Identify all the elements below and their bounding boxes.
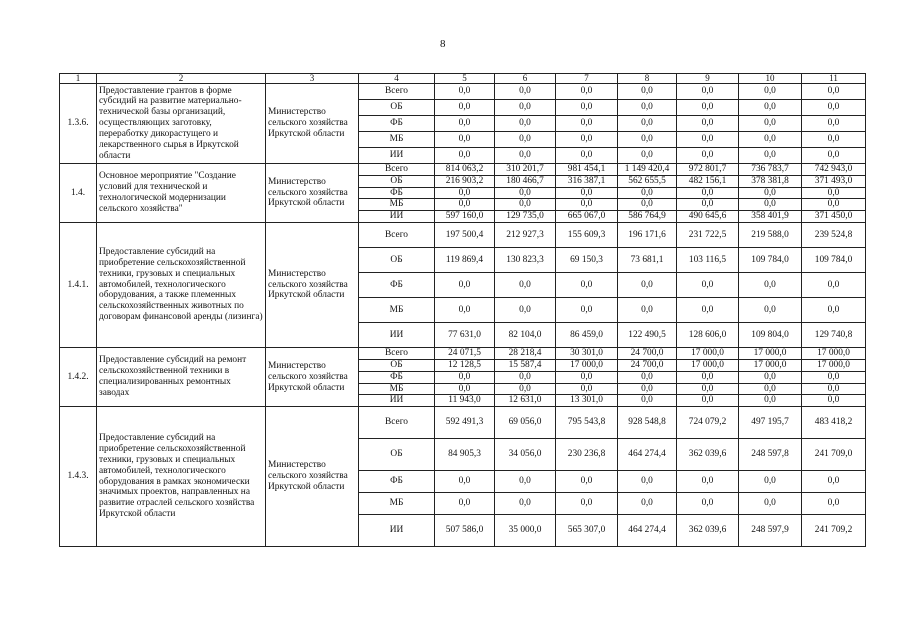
- responsible-ministry: Министерство сельского хозяйства Иркутской области: [266, 164, 359, 223]
- amount-cell: 0,0: [802, 187, 866, 199]
- amount-cell: 0,0: [739, 493, 802, 515]
- table-row: [60, 164, 866, 176]
- amount-cell: 24 071,5: [435, 348, 495, 360]
- amount-cell: 239 524,8: [802, 223, 866, 248]
- amount-cell: 0,0: [556, 199, 618, 211]
- amount-cell: 378 381,8: [739, 175, 802, 187]
- amount-cell: 371 493,0: [802, 175, 866, 187]
- amount-cell: 795 543,8: [556, 407, 618, 439]
- amount-cell: 0,0: [495, 199, 556, 211]
- funding-source: МБ: [359, 298, 435, 323]
- amount-cell: 69 150,3: [556, 248, 618, 273]
- amount-cell: 15 587,4: [495, 359, 556, 371]
- amount-cell: 109 784,0: [739, 248, 802, 273]
- amount-cell: 0,0: [739, 187, 802, 199]
- amount-cell: 0,0: [802, 148, 866, 164]
- amount-cell: 0,0: [739, 148, 802, 164]
- amount-cell: 11 943,0: [435, 395, 495, 407]
- amount-cell: 197 500,4: [435, 223, 495, 248]
- amount-cell: 24 700,0: [618, 348, 677, 360]
- funding-source: МБ: [359, 493, 435, 515]
- amount-cell: 0,0: [435, 148, 495, 164]
- amount-cell: 0,0: [802, 493, 866, 515]
- funding-source: ФБ: [359, 116, 435, 132]
- amount-cell: 0,0: [677, 187, 739, 199]
- column-header: 2: [97, 74, 266, 84]
- amount-cell: 0,0: [739, 100, 802, 116]
- amount-cell: 216 903,2: [435, 175, 495, 187]
- amount-cell: 0,0: [435, 493, 495, 515]
- amount-cell: 0,0: [739, 371, 802, 383]
- amount-cell: 17 000,0: [677, 348, 739, 360]
- amount-cell: 0,0: [435, 132, 495, 148]
- amount-cell: 0,0: [618, 187, 677, 199]
- funding-source: ОБ: [359, 248, 435, 273]
- amount-cell: 0,0: [677, 148, 739, 164]
- column-header: 3: [266, 74, 359, 84]
- amount-cell: 490 645,6: [677, 211, 739, 223]
- amount-cell: 316 387,1: [556, 175, 618, 187]
- amount-cell: 109 784,0: [802, 248, 866, 273]
- amount-cell: 0,0: [618, 199, 677, 211]
- amount-cell: 0,0: [495, 100, 556, 116]
- amount-cell: 0,0: [556, 298, 618, 323]
- amount-cell: 0,0: [556, 471, 618, 493]
- amount-cell: 814 063,2: [435, 164, 495, 176]
- amount-cell: 0,0: [618, 493, 677, 515]
- amount-cell: 0,0: [739, 132, 802, 148]
- amount-cell: 0,0: [556, 84, 618, 100]
- funding-source: ИИ: [359, 323, 435, 348]
- amount-cell: 241 709,0: [802, 439, 866, 471]
- amount-cell: 0,0: [802, 371, 866, 383]
- funding-source: ИИ: [359, 211, 435, 223]
- amount-cell: 0,0: [435, 298, 495, 323]
- amount-cell: 0,0: [495, 471, 556, 493]
- amount-cell: 248 597,8: [739, 439, 802, 471]
- amount-cell: 28 218,4: [495, 348, 556, 360]
- amount-cell: 212 927,3: [495, 223, 556, 248]
- amount-cell: 724 079,2: [677, 407, 739, 439]
- amount-cell: 30 301,0: [556, 348, 618, 360]
- amount-cell: 0,0: [802, 395, 866, 407]
- amount-cell: 0,0: [802, 84, 866, 100]
- amount-cell: 0,0: [495, 273, 556, 298]
- amount-cell: 17 000,0: [739, 348, 802, 360]
- amount-cell: 562 655,5: [618, 175, 677, 187]
- amount-cell: 981 454,1: [556, 164, 618, 176]
- amount-cell: 0,0: [495, 298, 556, 323]
- amount-cell: 196 171,6: [618, 223, 677, 248]
- funding-source: МБ: [359, 383, 435, 395]
- amount-cell: 0,0: [802, 273, 866, 298]
- table-row: [60, 84, 866, 100]
- amount-cell: 0,0: [739, 395, 802, 407]
- responsible-ministry: Министерство сельского хозяйства Иркутской области: [266, 407, 359, 547]
- amount-cell: 0,0: [495, 116, 556, 132]
- amount-cell: 0,0: [435, 471, 495, 493]
- amount-cell: 0,0: [677, 298, 739, 323]
- amount-cell: 0,0: [677, 132, 739, 148]
- amount-cell: 35 000,0: [495, 515, 556, 547]
- amount-cell: 1 149 420,4: [618, 164, 677, 176]
- amount-cell: 0,0: [618, 132, 677, 148]
- funding-source: МБ: [359, 199, 435, 211]
- amount-cell: 565 307,0: [556, 515, 618, 547]
- amount-cell: 17 000,0: [739, 359, 802, 371]
- amount-cell: 665 067,0: [556, 211, 618, 223]
- amount-cell: 34 056,0: [495, 439, 556, 471]
- funding-source: МБ: [359, 132, 435, 148]
- amount-cell: 482 156,1: [677, 175, 739, 187]
- amount-cell: 248 597,9: [739, 515, 802, 547]
- activity-description: Предоставление грантов в форме субсидий на развитие материально-технической базы организаций, осуществляющих заготовку, переработку дикорастущего и лекарственного сырья в Иркутской области: [97, 84, 266, 164]
- amount-cell: 0,0: [739, 298, 802, 323]
- amount-cell: 0,0: [677, 383, 739, 395]
- amount-cell: 597 160,0: [435, 211, 495, 223]
- amount-cell: 371 450,0: [802, 211, 866, 223]
- amount-cell: 109 804,0: [739, 323, 802, 348]
- amount-cell: 24 700,0: [618, 359, 677, 371]
- amount-cell: 129 735,0: [495, 211, 556, 223]
- amount-cell: 310 201,7: [495, 164, 556, 176]
- amount-cell: 0,0: [802, 298, 866, 323]
- funding-source: ИИ: [359, 395, 435, 407]
- amount-cell: 17 000,0: [677, 359, 739, 371]
- amount-cell: 231 722,5: [677, 223, 739, 248]
- amount-cell: 0,0: [435, 371, 495, 383]
- amount-cell: 497 195,7: [739, 407, 802, 439]
- funding-source: Всего: [359, 84, 435, 100]
- amount-cell: 0,0: [802, 116, 866, 132]
- amount-cell: 0,0: [677, 84, 739, 100]
- amount-cell: 0,0: [739, 471, 802, 493]
- amount-cell: 972 801,7: [677, 164, 739, 176]
- funding-source: ФБ: [359, 471, 435, 493]
- amount-cell: 17 000,0: [802, 348, 866, 360]
- activity-code: 1.4.3.: [60, 407, 97, 547]
- amount-cell: 230 236,8: [556, 439, 618, 471]
- amount-cell: 0,0: [556, 100, 618, 116]
- amount-cell: 0,0: [618, 273, 677, 298]
- amount-cell: 362 039,6: [677, 515, 739, 547]
- amount-cell: 0,0: [435, 84, 495, 100]
- amount-cell: 362 039,6: [677, 439, 739, 471]
- amount-cell: 0,0: [556, 132, 618, 148]
- amount-cell: 0,0: [677, 116, 739, 132]
- column-header: 1: [60, 74, 97, 84]
- activity-description: Предоставление субсидий на ремонт сельскохозяйственной техники в специализированных ремонтных заводах: [97, 348, 266, 407]
- amount-cell: 592 491,3: [435, 407, 495, 439]
- amount-cell: 0,0: [435, 383, 495, 395]
- column-header: 4: [359, 74, 435, 84]
- amount-cell: 0,0: [739, 199, 802, 211]
- budget-table: [59, 73, 866, 547]
- activity-description: Предоставление субсидий на приобретение сельскохозяйственной техники, грузовых и специальных автомобилей, технологического оборудования, а также племенных сельскохозяйственных животных по договорам финансовой аренды (лизинга): [97, 223, 266, 348]
- amount-cell: 12 128,5: [435, 359, 495, 371]
- amount-cell: 0,0: [618, 84, 677, 100]
- amount-cell: 0,0: [677, 471, 739, 493]
- responsible-ministry: Министерство сельского хозяйства Иркутской области: [266, 84, 359, 164]
- amount-cell: 0,0: [802, 100, 866, 116]
- column-header: 8: [618, 74, 677, 84]
- activity-code: 1.3.6.: [60, 84, 97, 164]
- funding-source: Всего: [359, 407, 435, 439]
- amount-cell: 507 586,0: [435, 515, 495, 547]
- amount-cell: 17 000,0: [802, 359, 866, 371]
- amount-cell: 0,0: [739, 116, 802, 132]
- table-row: [60, 407, 866, 439]
- amount-cell: 0,0: [618, 383, 677, 395]
- amount-cell: 219 588,0: [739, 223, 802, 248]
- activity-description: Основное мероприятие "Создание условий для технической и технологической модернизации сельского хозяйства": [97, 164, 266, 223]
- funding-source: ФБ: [359, 273, 435, 298]
- amount-cell: 0,0: [618, 298, 677, 323]
- amount-cell: 586 764,9: [618, 211, 677, 223]
- responsible-ministry: Министерство сельского хозяйства Иркутской области: [266, 223, 359, 348]
- amount-cell: 0,0: [739, 273, 802, 298]
- funding-source: ИИ: [359, 515, 435, 547]
- funding-source: ФБ: [359, 187, 435, 199]
- amount-cell: 0,0: [495, 84, 556, 100]
- amount-cell: 82 104,0: [495, 323, 556, 348]
- amount-cell: 84 905,3: [435, 439, 495, 471]
- amount-cell: 0,0: [556, 148, 618, 164]
- amount-cell: 0,0: [556, 383, 618, 395]
- amount-cell: 0,0: [739, 84, 802, 100]
- amount-cell: 0,0: [677, 273, 739, 298]
- amount-cell: 0,0: [495, 383, 556, 395]
- funding-source: ОБ: [359, 100, 435, 116]
- amount-cell: 0,0: [618, 100, 677, 116]
- amount-cell: 928 548,8: [618, 407, 677, 439]
- amount-cell: 0,0: [677, 371, 739, 383]
- amount-cell: 0,0: [677, 100, 739, 116]
- amount-cell: 73 681,1: [618, 248, 677, 273]
- amount-cell: 13 301,0: [556, 395, 618, 407]
- column-header: 10: [739, 74, 802, 84]
- amount-cell: 77 631,0: [435, 323, 495, 348]
- activity-description: Предоставление субсидий на приобретение сельскохозяйственной техники, грузовых и специальных автомобилей, технологического оборудования в рамках экономически значимых проектов, направленных на развитие отраслей сельского хозяйства Иркутской области: [97, 407, 266, 547]
- column-header: 11: [802, 74, 866, 84]
- funding-source: ОБ: [359, 359, 435, 371]
- amount-cell: 0,0: [739, 383, 802, 395]
- amount-cell: 12 631,0: [495, 395, 556, 407]
- amount-cell: 0,0: [556, 116, 618, 132]
- funding-source: ФБ: [359, 371, 435, 383]
- amount-cell: 0,0: [802, 383, 866, 395]
- column-header: 9: [677, 74, 739, 84]
- amount-cell: 483 418,2: [802, 407, 866, 439]
- funding-source: Всего: [359, 223, 435, 248]
- amount-cell: 358 401,9: [739, 211, 802, 223]
- column-header: 5: [435, 74, 495, 84]
- activity-code: 1.4.: [60, 164, 97, 223]
- amount-cell: 0,0: [802, 199, 866, 211]
- amount-cell: 0,0: [556, 493, 618, 515]
- amount-cell: 103 116,5: [677, 248, 739, 273]
- column-header: 7: [556, 74, 618, 84]
- amount-cell: 0,0: [618, 116, 677, 132]
- amount-cell: 0,0: [495, 187, 556, 199]
- amount-cell: 0,0: [618, 371, 677, 383]
- funding-source: ИИ: [359, 148, 435, 164]
- amount-cell: 0,0: [495, 493, 556, 515]
- funding-source: ОБ: [359, 439, 435, 471]
- amount-cell: 0,0: [495, 371, 556, 383]
- amount-cell: 0,0: [495, 148, 556, 164]
- amount-cell: 0,0: [802, 132, 866, 148]
- amount-cell: 0,0: [556, 187, 618, 199]
- amount-cell: 0,0: [618, 471, 677, 493]
- amount-cell: 0,0: [435, 187, 495, 199]
- funding-source: Всего: [359, 348, 435, 360]
- amount-cell: 0,0: [677, 493, 739, 515]
- amount-cell: 241 709,2: [802, 515, 866, 547]
- amount-cell: 17 000,0: [556, 359, 618, 371]
- amount-cell: 742 943,0: [802, 164, 866, 176]
- amount-cell: 180 466,7: [495, 175, 556, 187]
- amount-cell: 0,0: [435, 100, 495, 116]
- amount-cell: 130 823,3: [495, 248, 556, 273]
- header-row: [60, 74, 866, 84]
- responsible-ministry: Министерство сельского хозяйства Иркутской области: [266, 348, 359, 407]
- amount-cell: 0,0: [802, 471, 866, 493]
- amount-cell: 0,0: [618, 395, 677, 407]
- activity-code: 1.4.2.: [60, 348, 97, 407]
- funding-source: Всего: [359, 164, 435, 176]
- page-number: 8: [440, 38, 446, 50]
- amount-cell: 0,0: [435, 273, 495, 298]
- amount-cell: 0,0: [677, 395, 739, 407]
- amount-cell: 155 609,3: [556, 223, 618, 248]
- amount-cell: 0,0: [556, 371, 618, 383]
- amount-cell: 464 274,4: [618, 515, 677, 547]
- amount-cell: 69 056,0: [495, 407, 556, 439]
- table-row: [60, 223, 866, 248]
- amount-cell: 129 740,8: [802, 323, 866, 348]
- funding-source: ОБ: [359, 175, 435, 187]
- activity-code: 1.4.1.: [60, 223, 97, 348]
- amount-cell: 736 783,7: [739, 164, 802, 176]
- amount-cell: 0,0: [556, 273, 618, 298]
- column-header: 6: [495, 74, 556, 84]
- amount-cell: 0,0: [435, 199, 495, 211]
- amount-cell: 0,0: [495, 132, 556, 148]
- amount-cell: 122 490,5: [618, 323, 677, 348]
- amount-cell: 128 606,0: [677, 323, 739, 348]
- amount-cell: 0,0: [618, 148, 677, 164]
- amount-cell: 119 869,4: [435, 248, 495, 273]
- amount-cell: 464 274,4: [618, 439, 677, 471]
- amount-cell: 86 459,0: [556, 323, 618, 348]
- amount-cell: 0,0: [435, 116, 495, 132]
- table-row: [60, 348, 866, 360]
- amount-cell: 0,0: [677, 199, 739, 211]
